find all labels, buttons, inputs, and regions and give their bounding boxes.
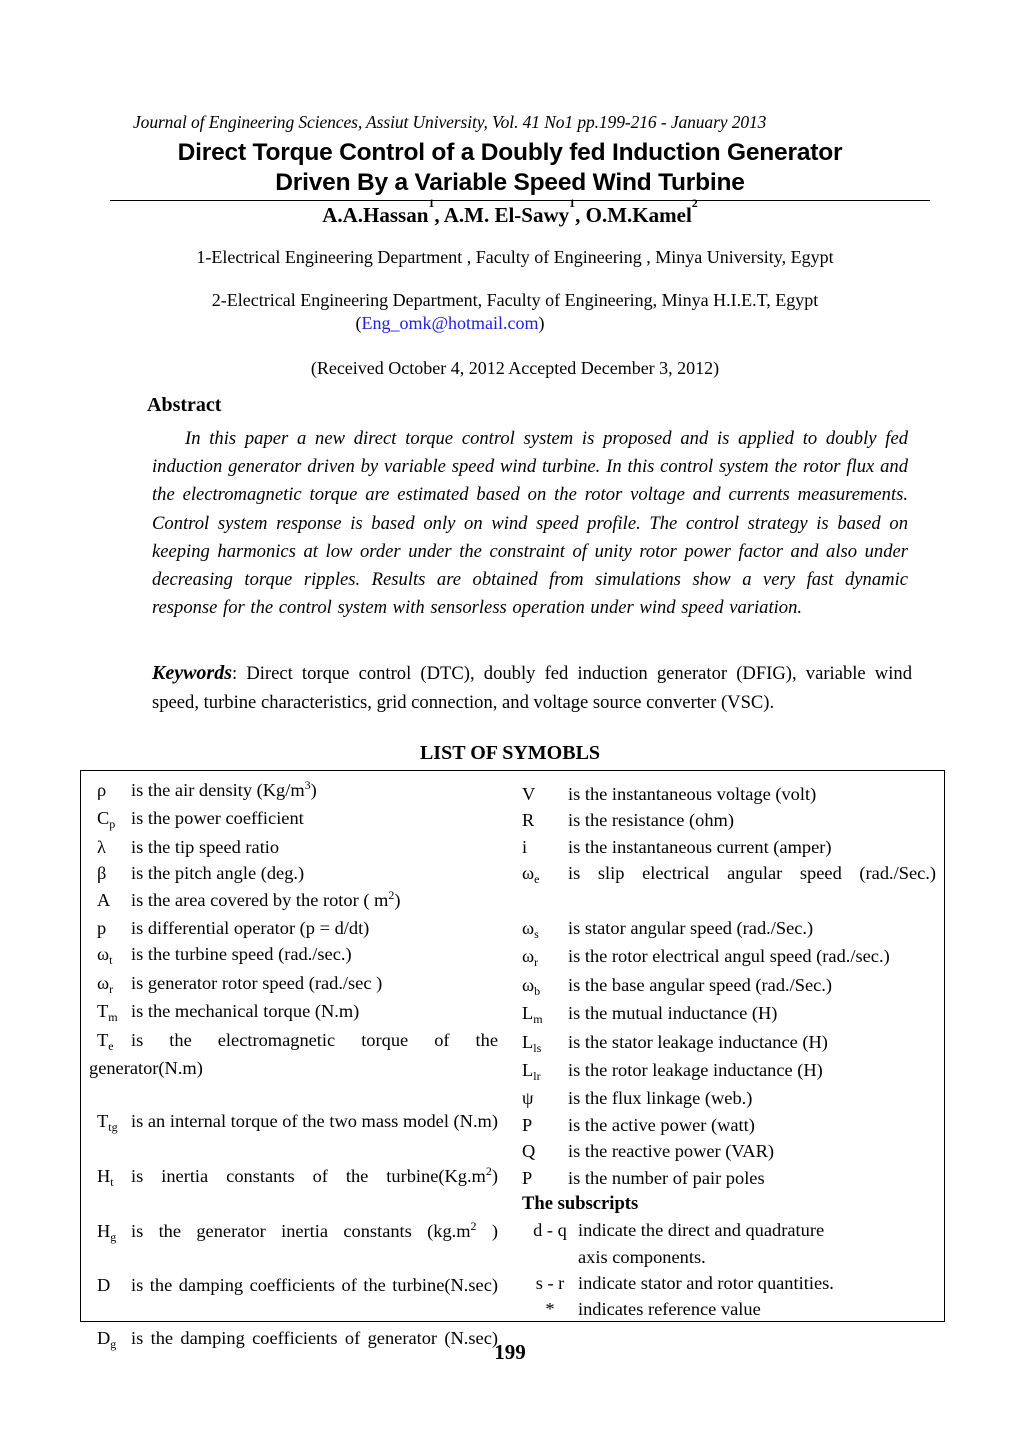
symbol-entry [514, 1000, 936, 1028]
symbol-description: is the tip speed ratio [131, 836, 280, 857]
author-separator-1: , A.M. El-Sawy [434, 203, 570, 227]
symbol-glyph: $\omega_e$ [522, 863, 540, 887]
symbol-entry [89, 834, 498, 860]
description-superscript: 2 [485, 1163, 492, 1178]
symbol-description: is the instantaneous voltage (volt) [568, 784, 817, 804]
description-superscript: 2 [388, 887, 395, 902]
symbol-glyph: $L_{ls}$ [522, 1031, 542, 1055]
abstract-body: In this paper a new direct torque control system is proposed and is applied to doubly fed induction generator driven by variable speed wind turbine. In this control system the rotor flux and the electromagnetic torque are estimated based on the rotor voltage and currents measurements. Control system response is based only on wind speed profile. The control strategy is based on keeping harmonics at low order under the constraint of unity rotor power factor and also under decreasing torque ripples. Results are obtained from simulations show a very fast dynamic response for the control system with sensorless operation under wind speed variation. [152, 428, 908, 619]
symbol-description: is generator rotor speed (rad./sec ) [131, 972, 383, 993]
symbol-entry [89, 887, 498, 915]
symbol-subscript: tg [108, 1119, 118, 1134]
description-superscript: 2 [470, 1218, 477, 1233]
symbol-glyph: $L_{lr}$ [522, 1060, 541, 1084]
symbol-description: is the base angular speed (rad./Sec.) [568, 974, 833, 995]
symbol-entry [514, 834, 936, 860]
symbol-entry [89, 1218, 498, 1273]
symbol-glyph: i [522, 836, 528, 857]
symbol-subscript: s [534, 927, 539, 942]
symbol-glyph: λ [97, 836, 106, 857]
symbol-description: is the power coefficient [131, 808, 304, 829]
email-open-paren: ( [355, 313, 362, 333]
symbol-entry [514, 1165, 936, 1191]
symbol-subscript: g [110, 1337, 117, 1352]
symbol-glyph: ψ [522, 1088, 534, 1109]
symbol-entry [514, 943, 936, 971]
symbol-glyph: $T_{tg}$ [97, 1110, 118, 1134]
keywords-block [152, 659, 912, 717]
subscript-entry [514, 1217, 936, 1243]
symbol-subscript: m [533, 1012, 543, 1027]
symbol-description: is the electromagnetic torque of the generator(N.m) [89, 1029, 498, 1079]
subscript-entry [514, 1244, 936, 1270]
symbol-glyph: $C_p$ [97, 808, 116, 832]
description-superscript: 3 [304, 778, 311, 792]
journal-citation-line: Journal of Engineering Sciences, Assiut University, Vol. 41 No1 pp.199-216 - January 2013 [133, 112, 767, 132]
symbol-glyph: $H_g$ [97, 1220, 117, 1244]
received-accepted-line: (Received October 4, 2012 Accepted December 3, 2012) [310, 358, 720, 378]
symbol-description: is the mechanical torque (N.m) [131, 1001, 360, 1022]
symbol-entry [514, 915, 936, 943]
symbol-entry [514, 807, 936, 833]
symbol-description: is the flux linkage (web.) [568, 1088, 753, 1109]
symbol-glyph: $\omega_s$ [522, 918, 539, 942]
symbol-description: is the resistance (ohm) [568, 810, 734, 831]
symbol-subscript: p [109, 817, 116, 832]
subscript-description: axis components. [578, 1246, 706, 1267]
symbol-subscript: g [110, 1229, 117, 1244]
symbol-entry [514, 1138, 936, 1164]
symbol-glyph: P [522, 1167, 533, 1188]
title-divider-rule [110, 200, 930, 201]
author-separator-2: , O.M.Kamel [575, 203, 692, 227]
symbol-entry [89, 915, 498, 941]
author-list [110, 196, 910, 228]
symbol-entry [89, 777, 498, 805]
page-title [110, 138, 910, 198]
symbol-description: is the turbine speed (rad./sec.) [131, 944, 352, 965]
affiliation-1: 1-Electrical Engineering Department , Faculty of Engineering , Minya University, Egypt [196, 247, 834, 267]
subscript-entry [514, 1270, 936, 1296]
subscript-description: indicates reference value [578, 1299, 761, 1320]
symbol-glyph: $L_m$ [522, 1003, 543, 1027]
symbol-entry [89, 1108, 498, 1163]
subscript-glyph: d - q [533, 1220, 567, 1241]
keywords-separator: : [232, 663, 247, 684]
symbol-glyph: $T_e$ [97, 1029, 114, 1053]
symbols-list-heading: LIST OF SYMOBLS [419, 742, 601, 764]
symbol-glyph: $T_m$ [97, 1001, 118, 1025]
symbol-entry [89, 1163, 498, 1218]
symbol-description: is the generator inertia constants ($kg.m^2$ ) [131, 1218, 498, 1241]
contact-email-line [110, 313, 790, 334]
symbol-entry [89, 1027, 498, 1108]
symbol-description: is the active power (watt) [568, 1114, 755, 1135]
keywords-text: Direct torque control (DTC), doubly fed induction generator (DFIG), variable wind speed, turbine characteristics, grid connection, and voltage source converter (VSC). [152, 663, 912, 713]
symbol-entry [514, 972, 936, 1000]
symbol-description: is stator angular speed (rad./Sec.) [568, 918, 814, 939]
affiliation-2: 2-Electrical Engineering Department, Faculty of Engineering, Minya H.I.E.T, Egypt [211, 290, 819, 310]
symbol-glyph: p [97, 918, 107, 939]
symbol-entry [514, 860, 936, 915]
subscripts-heading: The subscripts [522, 1193, 639, 1215]
title-line-2: Driven By a Variable Speed Wind Turbine [275, 169, 745, 196]
symbol-glyph: Q [522, 1141, 536, 1162]
title-line-1: Direct Torque Control of a Doubly fed Induction Generator [177, 139, 843, 166]
symbol-description: is the rotor electrical angul speed (rad./sec.) [568, 946, 890, 967]
symbol-glyph: ρ [97, 780, 107, 800]
symbol-glyph: $\omega_r$ [522, 946, 539, 970]
page-number: 199 [494, 1340, 526, 1364]
symbol-glyph: A [97, 889, 111, 910]
author-2-affiliation-marker: 1 [569, 196, 576, 210]
symbol-entry [89, 998, 498, 1026]
symbol-glyph: $\omega_b$ [522, 974, 541, 998]
symbols-column-right [506, 771, 944, 1321]
author-1-name: A.A.Hassan [322, 203, 429, 227]
symbol-glyph: $D_g$ [97, 1328, 117, 1352]
symbol-description: is inertia constants of the $turbine(Kg.m^2)$ [131, 1163, 498, 1186]
subscript-glyph: * [545, 1299, 555, 1320]
symbol-glyph: β [97, 863, 107, 884]
symbol-subscript: e [534, 872, 540, 887]
symbol-description: is the number of pair poles [568, 1167, 765, 1188]
subscript-description: indicate stator and rotor quantities. [578, 1272, 834, 1293]
symbol-description: is the mutual inductance (H) [568, 1003, 778, 1024]
symbol-description: is slip electrical angular speed (rad./Sec.) [568, 863, 936, 884]
subscript-description: indicate the direct and quadrature [578, 1220, 825, 1241]
symbol-subscript: m [108, 1010, 118, 1025]
symbol-description: is the area covered by the rotor ( $m^2$) [131, 887, 401, 910]
symbol-subscript: t [109, 953, 113, 968]
symbol-description: is the pitch angle (deg.) [131, 863, 305, 884]
email-link[interactable]: Eng_omk@hotmail.com [361, 313, 539, 333]
subscript-entry [514, 1296, 936, 1322]
symbols-column-left [81, 771, 506, 1352]
symbol-subscript: ls [533, 1040, 542, 1055]
symbol-subscript: lr [533, 1069, 541, 1084]
symbol-glyph: D [97, 1275, 111, 1296]
abstract-heading: Abstract [147, 394, 222, 416]
symbol-subscript: r [109, 981, 114, 996]
symbol-glyph: V [522, 784, 536, 804]
subscript-glyph: s - r [535, 1272, 565, 1293]
symbol-entry [514, 1085, 936, 1111]
symbol-description: is the stator leakage inductance (H) [568, 1031, 828, 1052]
symbol-description: is the damping coefficients of generator (N.sec) [131, 1328, 498, 1349]
symbol-entry [514, 1029, 936, 1057]
symbol-glyph: $H_t$ [97, 1165, 114, 1189]
symbol-entry [514, 1112, 936, 1138]
symbol-description: is the reactive power (VAR) [568, 1141, 774, 1162]
author-1-affiliation-marker: 1 [428, 196, 435, 210]
symbol-entry [89, 805, 498, 833]
symbol-entry [514, 781, 936, 807]
email-close-paren: ) [538, 313, 545, 333]
symbol-entry [89, 860, 498, 886]
symbol-subscript: t [110, 1174, 114, 1189]
symbol-entry [89, 970, 498, 998]
author-3-affiliation-marker: 2 [691, 196, 698, 210]
symbol-description: is the damping coefficients of the turbine(N.sec) [131, 1275, 498, 1296]
symbol-subscript: r [534, 955, 539, 970]
symbol-description: is differential operator (p = d/dt) [131, 918, 370, 939]
symbol-glyph: $\omega_t$ [97, 944, 113, 968]
symbol-glyph: P [522, 1114, 533, 1135]
symbol-subscript: e [108, 1038, 114, 1053]
symbol-description: is the air density $(Kg/m^3)$ [131, 778, 317, 800]
symbol-description: is an internal torque of the two mass model (N.m) [131, 1110, 498, 1131]
symbol-description: is the rotor leakage inductance (H) [568, 1060, 823, 1081]
symbol-glyph: R [522, 810, 535, 831]
symbol-description: is the instantaneous current (amper) [568, 836, 832, 857]
symbol-entry [514, 1057, 936, 1085]
symbol-entry [89, 1272, 498, 1325]
symbol-subscript: b [534, 983, 541, 998]
keywords-label: Keywords [152, 662, 232, 684]
symbol-entry [89, 941, 498, 969]
symbol-glyph: $\omega_r$ [97, 972, 114, 996]
